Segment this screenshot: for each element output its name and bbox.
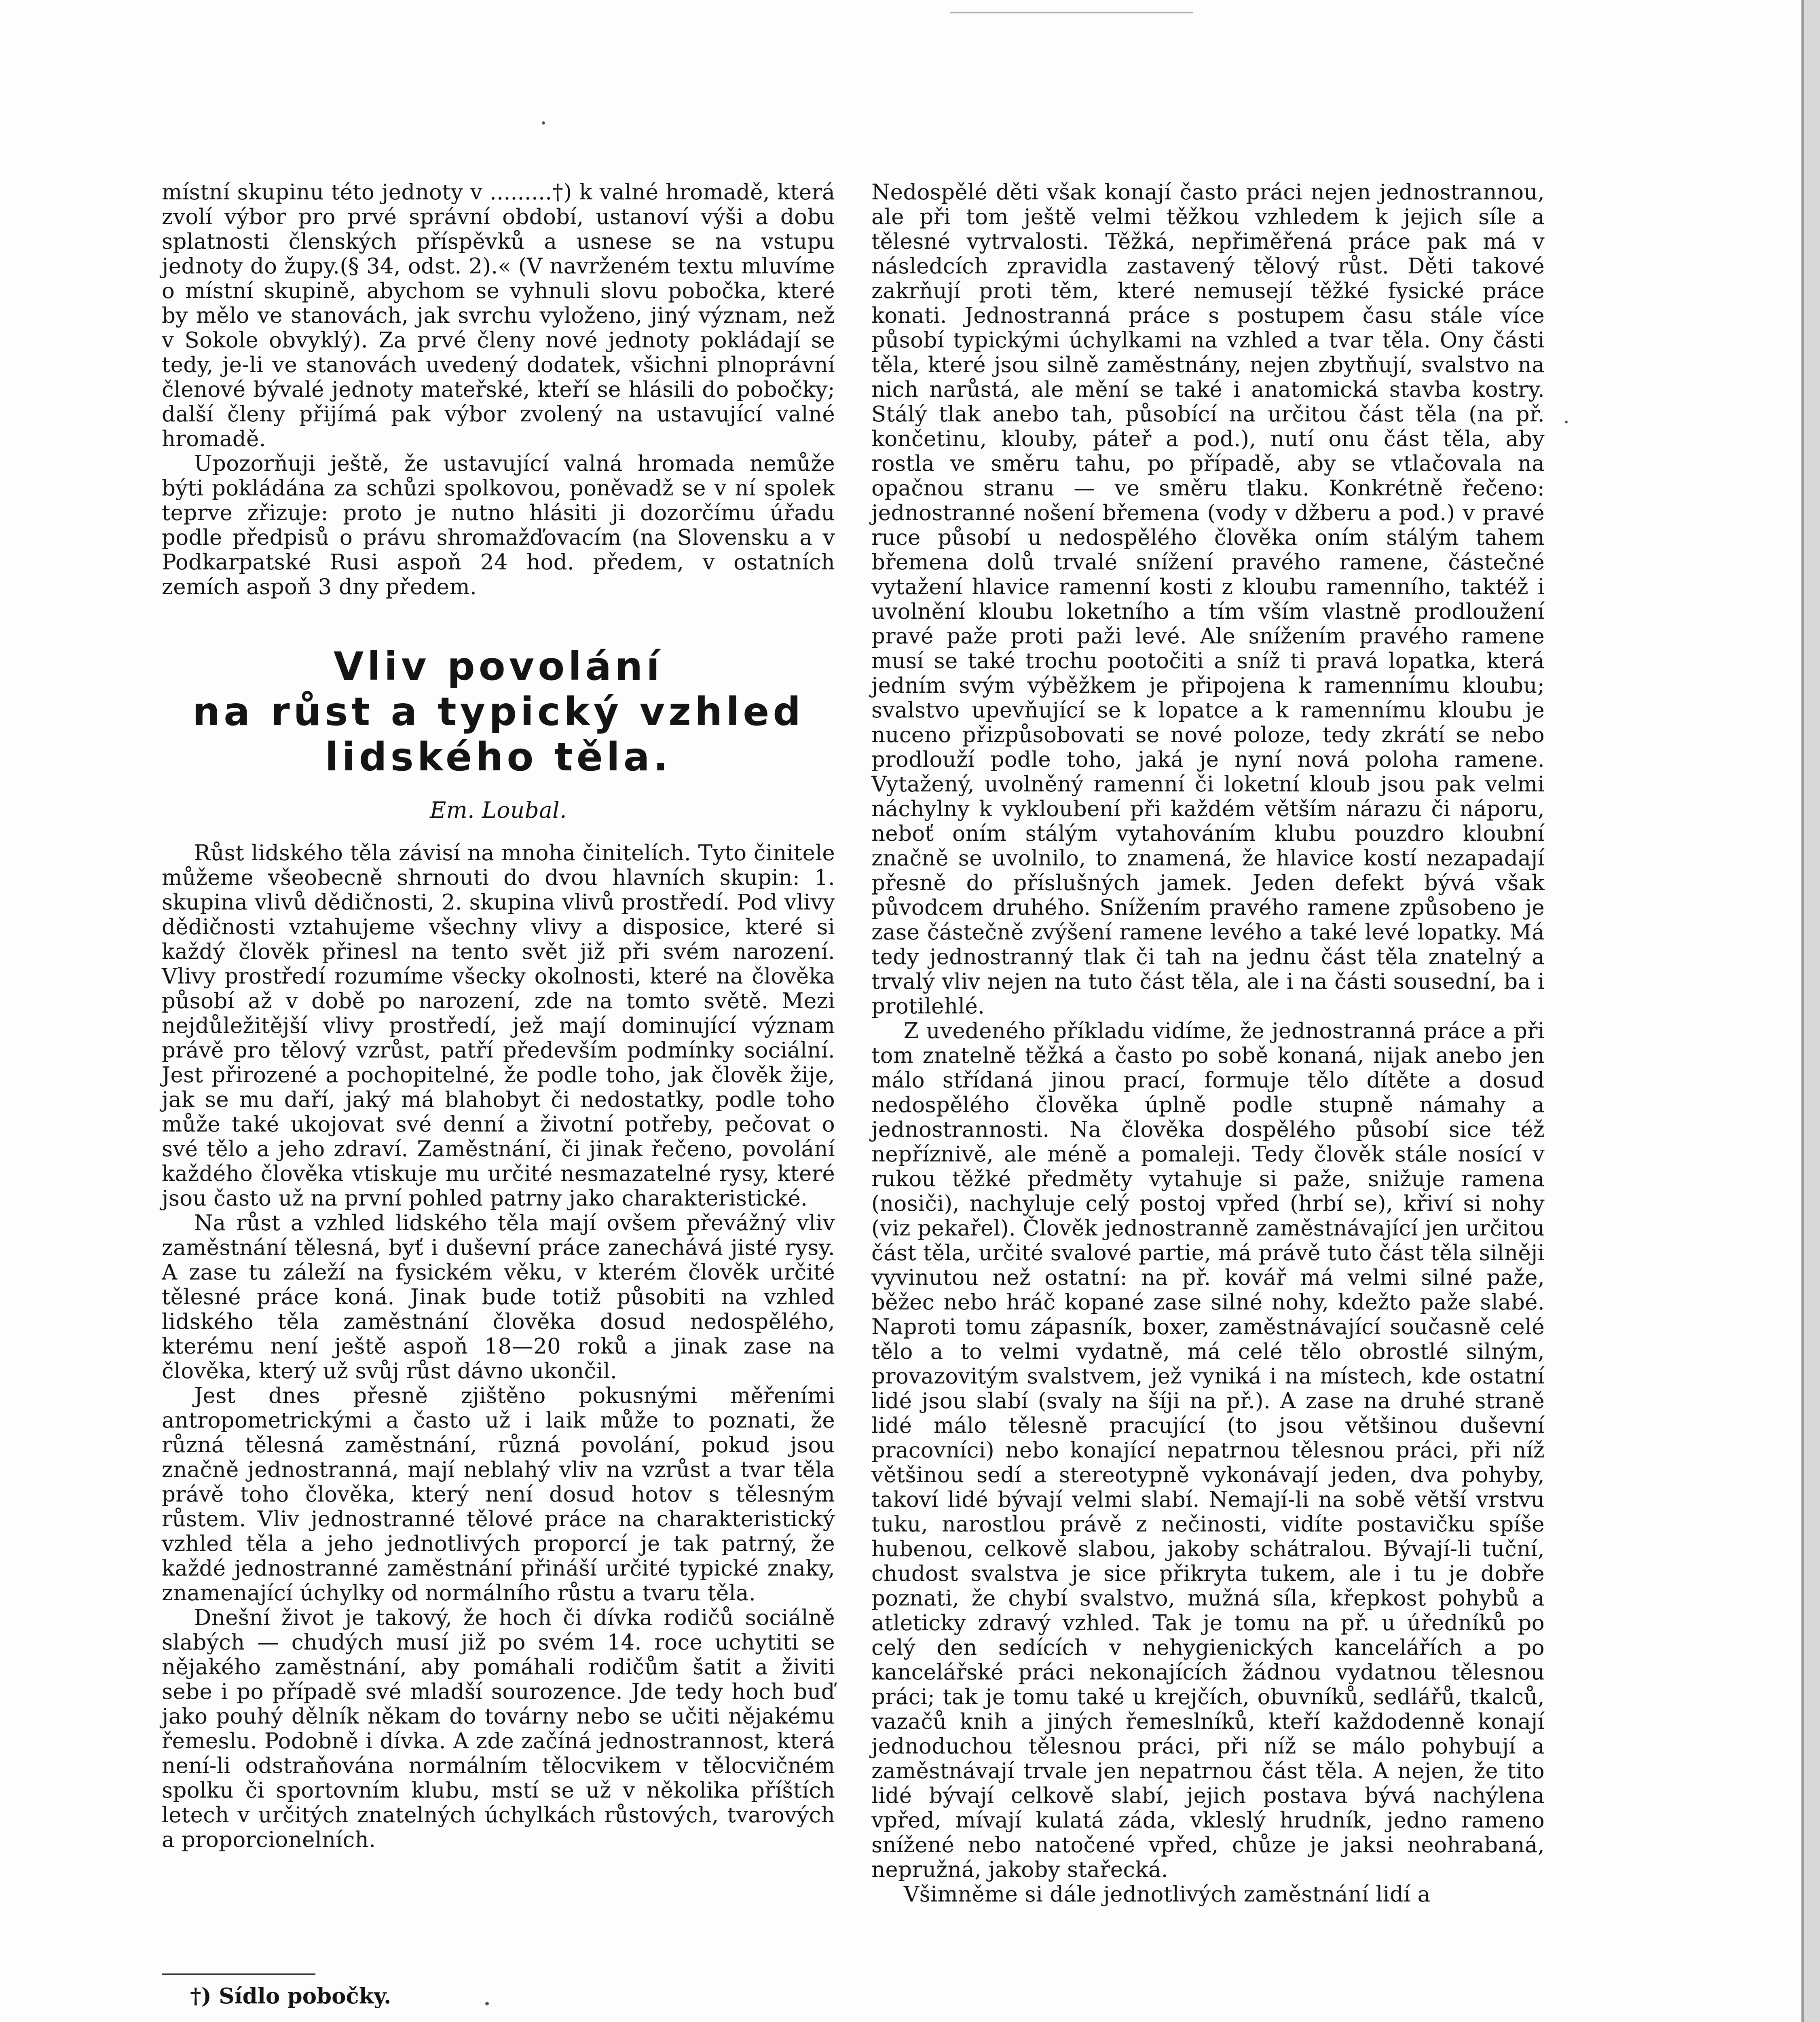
article-title-line-3: lidského těla. (325, 734, 672, 780)
article-author: Em. Loubal. (430, 797, 567, 823)
footnote-rule (162, 1973, 315, 1975)
article-paragraph-4: Dnešní život je takový, že hoch či dívka rodičů sociálně slabých — chudých musí již po svém 14. roce uchytiti se nějakého zaměstnání, aby pomáhali rodičům šatit a živiti sebe i po případě své mladší sourozence. Jde tedy hoch buď jako pouhý dělník někam do továrny nebo se učiti nějakému řemeslu. Podobně i dívka. A zde začíná jednostrannost, která není-li odstraňována normálním tělocvikem v tělocvičném spolku či sportovním klubu, mstí se už v několika příštích letech v určitých znatelných úchylkách růstových, tvarových a proporcionelních. (162, 1605, 835, 1852)
article-paragraph-2: Na růst a vzhled lidského těla mají ovšem převážný vliv zaměstnání tělesná, byť i duševní práce zanechává jisté rysy. A zase tu záleží na fysickém věku, v kterém člověk určité tělesné práce koná. Jinak bude totiž působiti na vzhled lidského těla zaměstnání člověka dosud nedospělého, kterému není ještě aspoň 18—20 roků a jinak zase na člověka, který už svůj růst dávno ukončil. (162, 1211, 835, 1383)
right-paragraph-1: Nedospělé děti však konají často práci nejen jednostrannou, ale při tom ještě velmi těžkou vzhledem k jejich síle a tělesné vytrvalosti. Těžká, nepřiměřená práce pak má v následcích zpravidla zastavený tělový růst. Děti takové zakrňují proti těm, které nemusejí těžké fysické práce konati. Jednostranná práce s postupem času stále více působí typickými úchylkami na vzhled a tvar těla. Ony části těla, které jsou silně zaměstnány, nejen zbytňují, svalstvo na nich narůstá, ale mění se také i anatomická stavba kostry. Stálý tlak anebo tah, působící na určitou část těla (na př. končetinu, klouby, páteř a pod.), nutí onu část těla, aby rostla ve směru tahu, po případě, aby se vtlačovala na opačnou stranu — ve směru tlaku. Konkrétně řečeno: jednostranné nošení břemena (vody v džberu a pod.) v pravé ruce působí u nedospělého člověka oním stálým tahem břemena dolů trvalé snížení pravého ramene, částečné vytažení hlavice ramenní kosti z kloubu ramenního, taktéž i uvolnění kloubu loketního a tím vším vlastně prodloužení pravé paže proti paži levé. Ale snížením pravého ramene musí se také trochu pootočiti a sníž ti pravá lopatka, která jedním svým výběžkem je připojena k ramennímu kloubu; svalstvo upevňující se k lopatce a k ramennímu kloubu je nuceno přizpůsobovati se nové poloze, tedy zkrátí se nebo prodlouží podle toho, jaká je nyní nová poloha ramene. Vytažený, uvolněný ramenní či loketní kloub jsou pak velmi náchylny k vykloubení při každém větším nárazu či náporu, neboť oním stálým vytahováním klubu pouzdro kloubní značně se uvolnilo, to znamená, že hlavice kostí nezapadají přesně do příslušných jamek. Jeden defekt bývá však původcem druhého. Snížením pravého ramene způsobeno je zase částečně zvýšení ramene levého a také levé lopatky. Má tedy jednostranný tlak či tah na jednu část těla znatelný a trvalý vliv nejen na tuto část těla, ale i na části sousední, ba i protilehlé. (871, 180, 1545, 1019)
scan-speck (485, 2002, 489, 2005)
scan-speck (542, 121, 545, 125)
right-column (871, 180, 1545, 1907)
article-paragraph-3: Jest dnes přesně zjištěno pokusnými měřeními antropometrickými a často už i laik může to poznati, že různá tělesná zaměstnání, různá povolání, pokud jsou značně jednostranná, mají neblahý vliv na vzrůst a tvar těla právě toho člověka, který není dosud hotov s tělesným růstem. Vliv jednostranné tělové práce na charakteristický vzhled těla a jeho jednotlivých proporcí je tak patrný, že každé jednostranné zaměstnání přináší určité typické znaky, znamenající úchylky od normálního růstu a tvaru těla. (162, 1383, 835, 1605)
top-scan-mark (950, 0, 1193, 13)
article-title-line-2: na růst a typický vzhled (192, 689, 805, 734)
article-title-line-1: Vliv povolání (333, 644, 664, 689)
article-paragraph-1: Růst lidského těla závisí na mnoha činitelích. Tyto činitele můžeme všeobecně shrnouti do dvou hlavních skupin: 1. skupina vlivů dědičnosti, 2. skupina vlivů prostředí. Pod vlivy dědičnosti vztahujeme všechny vlivy a disposice, které si každý člověk přinesl na tento svět již při svém narození. Vlivy prostředí rozumíme všecky okolnosti, které na člověka působí až v době po narození, zde na tomto světě. Mezi nejdůležitější vlivy prostředí, jež mají dominující význam právě pro tělový vzrůst, patří především podmínky sociální. Jest přirozené a pochopitelné, že podle toho, jak člověk žije, jak se mu daří, jaký má blahobyt či nedostatky, podle toho může také ukojovat své denní a životní potřeby, pečovat o své tělo a jeho zdraví. Zaměstnání, či jinak řečeno, povolání každého člověka vtiskuje mu určité nesmazatelné rysy, které jsou často už na první pohled patrny jako charakteristické. (162, 841, 835, 1211)
intro-paragraph-2: Upozorňuji ještě, že ustavující valná hromada nemůže býti pokládána za schůzi spolkovou, poněvadž se v ní spolek teprve zřizuje: proto je nutno hlásiti ji dozorčímu úřadu podle předpisů o právu shromažďovacím (na Slovensku a v Podkarpatské Rusi aspoň 24 hod. předem, v ostatních zemích aspoň 3 dny předem. (162, 451, 835, 599)
page-edge (1804, 0, 1820, 2022)
right-paragraph-2: Z uvedeného příkladu vidíme, že jednostranná práce a při tom znatelně těžká a často po sobě konaná, nijak anebo jen málo střídaná jinou prací, formuje tělo dítěte a dosud nedospělého člověka úplně podle stupně námahy a jednostrannosti. Na člověka dospělého působí sice též nepříznivě, ale méně a pomaleji. Tedy člověk stále nosící v rukou těžké předměty vytahuje si paže, snižuje ramena (nosiči), nachyluje celý postoj vpřed (hrbí se), křiví si nohy (viz pekařel). Člověk jednostranně zaměstnávající jen určitou část těla, určité svalové partie, má právě tuto část těla silněji vyvinutou než ostatní: na př. kovář má velmi silné paže, běžec nebo hráč kopané zase silné nohy, kdežto paže slabé. Naproti tomu zápasník, boxer, zaměstnávající současně celé tělo a to velmi vydatně, má celé tělo obrostlé silným, provazovitým svalstvem, jež vyniká i na místech, kde ostatní lidé jsou slabí (svaly na šíji na př.). A zase na druhé straně lidé málo tělesně pracující (to jsou většinou duševní pracovníci) nebo konající nepatrnou tělesnou práci, při níž většinou sedí a stereotypně vykonávají jeden, dva pohyby, takoví lidé bývají velmi slabí. Nemají-li na sobě větší vrstvu tuku, narostlou právě z nečinosti, vidíte postavičku spíše hubenou, celkově slabou, jakoby schátralou. Bývají-li tuční, chudost svalstva je sice přikryta tukem, ale i tu je dobře poznati, že chybí svalstvo, mužná síla, křepkost pohybů a atleticky zdravý vzhled. Tak je tomu na př. u úředníků po celý den sedících v nehygienických kancelářích a po kancelářské práci nekonajících žádnou vydatnou tělesnou práci; tak je tomu také u krejčích, obuvníků, sedlářů, tkalců, vazačů knih a jiných řemeslníků, kteří každodenně konají jednoduchou tělesnou práci, při níž se málo pohybují a zaměstnávají trvale jen nepatrnou část těla. A nejen, že tito lidé bývají celkově slabí, jejich postava bývá nachýlena vpřed, mívají kulatá záda, vkleslý hrudník, jedno rameno snížené nebo natočené vpřed, chůze je jaksi neohrabaná, nepružná, jakoby stařecká. (871, 1019, 1545, 1882)
intro-paragraph-1: místní skupinu této jednoty v .........†) k valné hromadě, která zvolí výbor pro prvé správní období, ustanoví výši a dobu splatnosti členských příspěvků a usnese se na vstupu jednoty do župy.(§ 34, odst. 2).« (V navrženém textu mluvíme o místní skupině, abychom se vyhnuli slovu pobočka, které by mělo ve stanovách, jak svrchu vyloženo, jiný význam, než v Sokole obvyklý). Za prvé členy nové jednoty pokládají se tedy, je-li ve stanovách uvedený dodatek, všichni plnoprávní členové bývalé jednoty mateřské, kteří se hlásili do pobočky; další členy přijímá pak výbor zvolený na ustavující valné hromadě. (162, 180, 835, 451)
scan-speck (1565, 421, 1568, 423)
article-title (162, 644, 835, 780)
footnote: †) Sídlo pobočky. (190, 1984, 391, 2009)
left-column (162, 180, 835, 1852)
right-paragraph-3: Všimněme si dále jednotlivých zaměstnání lidí a (904, 1882, 1431, 1907)
